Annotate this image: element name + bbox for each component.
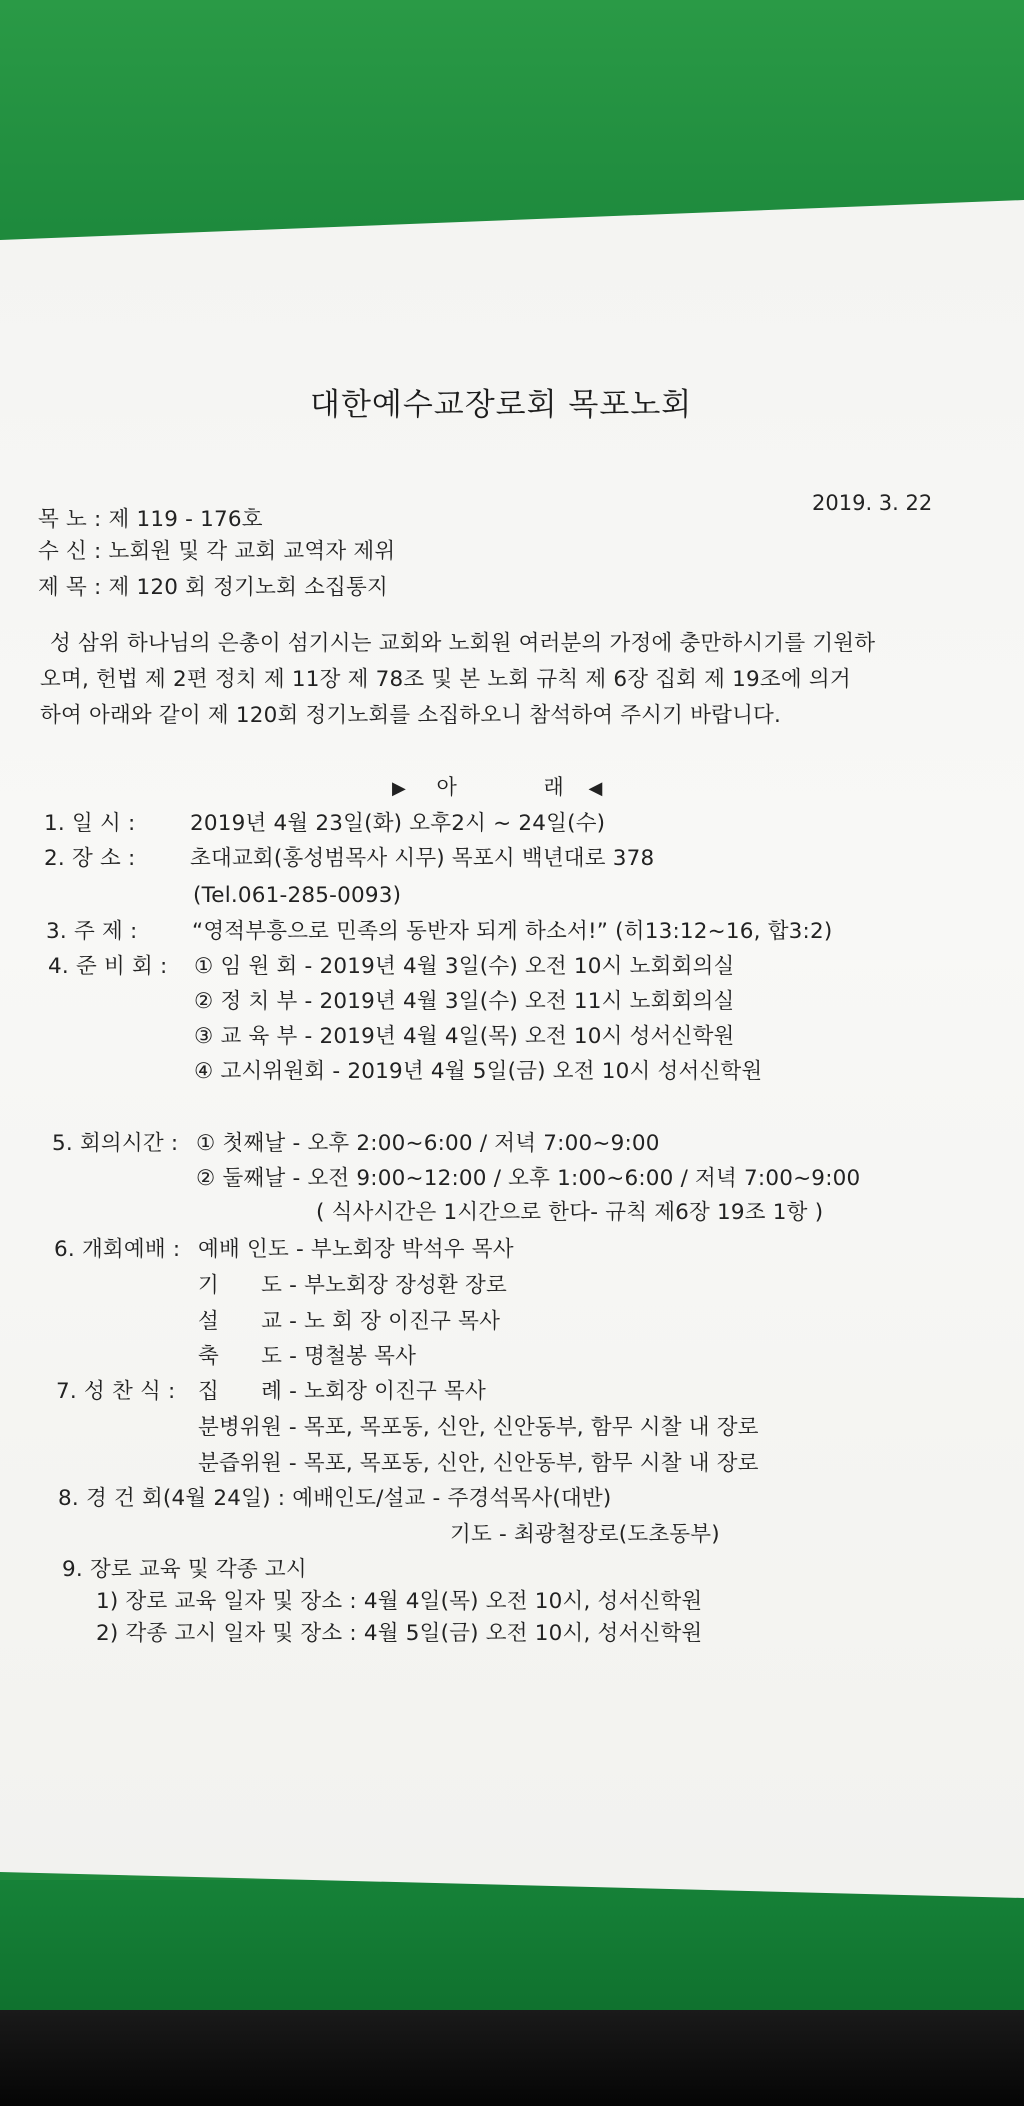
body-paragraph-line-3: 하여 아래와 같이 제 120회 정기노회를 소집하오니 참석하여 주시기 바랍니다.	[40, 703, 782, 728]
below-heading-word-1: 아	[436, 775, 458, 799]
item-3-label: 3. 주 제 :	[46, 919, 138, 944]
item-6-row: 설 교 - 노 회 장 이진구 목사	[198, 1309, 501, 1334]
document-subject: 제 목 : 제 120 회 정기노회 소집통지	[38, 575, 388, 600]
item-7-row: 분즙위원 - 목포, 목포동, 신안, 신안동부, 함무 시찰 내 장로	[198, 1451, 759, 1476]
item-5-note: ( 식사시간은 1시간으로 한다- 규칙 제6장 19조 1항 )	[316, 1200, 824, 1225]
item-6-row: 축 도 - 명철봉 목사	[198, 1344, 417, 1369]
item-4-row: ② 정 치 부 - 2019년 4월 3일(수) 오전 11시 노회회의실	[194, 989, 735, 1014]
item-4-row: ① 임 원 회 - 2019년 4월 3일(수) 오전 10시 노회회의실	[194, 954, 735, 979]
below-heading-word-2: 래	[543, 775, 565, 799]
item-8-line-2: 기도 - 최광철장로(도초동부)	[450, 1522, 720, 1547]
item-6-row: 기 도 - 부노회장 장성환 장로	[198, 1273, 507, 1298]
item-9-line-1: 9. 장로 교육 및 각종 고시	[62, 1557, 307, 1582]
document-number: 목 노 : 제 119 - 176호	[38, 507, 263, 532]
right-triangle-icon: ▶	[392, 778, 407, 799]
item-5-row: ① 첫째날 - 오후 2:00~6:00 / 저녁 7:00~9:00	[196, 1131, 660, 1156]
item-2-text: 초대교회(홍성범목사 시무) 목포시 백년대로 378	[190, 846, 655, 871]
left-triangle-icon: ◀	[588, 778, 604, 799]
document-title: 대한예수교장로회 목포노회	[310, 387, 693, 423]
item-4-row: ③ 교 육 부 - 2019년 4월 4일(목) 오전 10시 성서신학원	[194, 1024, 735, 1049]
item-3-text: “영적부흥으로 민족의 동반자 되게 하소서!” (히13:12~16, 합3:2)	[192, 919, 833, 944]
item-1-label: 1. 일 시 :	[44, 811, 136, 836]
item-5-label: 5. 회의시간 :	[52, 1131, 179, 1156]
document-recipient: 수 신 : 노회원 및 각 교회 교역자 제위	[38, 539, 396, 564]
document-date: 2019. 3. 22	[812, 491, 933, 515]
item-1-text: 2019년 4월 23일(화) 오후2시 ~ 24일(수)	[190, 811, 606, 836]
item-6-label: 6. 개회예배 :	[54, 1237, 181, 1262]
body-paragraph-line-2: 오며, 헌법 제 2편 정치 제 11장 제 78조 및 본 노회 규칙 제 6장 집회 제 19조에 의거	[40, 667, 851, 692]
item-5-row: ② 둘째날 - 오전 9:00~12:00 / 오후 1:00~6:00 / 저녁 7:00~9:00	[196, 1166, 861, 1191]
item-4-row: ④ 고시위원회 - 2019년 4월 5일(금) 오전 10시 성서신학원	[194, 1059, 763, 1084]
item-7-row: 집 례 - 노회장 이진구 목사	[198, 1379, 486, 1404]
item-9-line-3: 2) 각종 고시 일자 및 장소 : 4월 5일(금) 오전 10시, 성서신학원	[96, 1621, 703, 1646]
item-7-row: 분병위원 - 목포, 목포동, 신안, 신안동부, 함무 시찰 내 장로	[198, 1415, 759, 1440]
item-2-phone: (Tel.061-285-0093)	[193, 883, 402, 908]
below-heading	[392, 774, 603, 801]
body-paragraph-line-1: 성 삼위 하나님의 은총이 섬기시는 교회와 노회원 여러분의 가정에 충만하시기를 기원하	[50, 631, 876, 656]
item-8-line-1: 8. 경 건 회(4월 24일) : 예배인도/설교 - 주경석목사(대반)	[58, 1486, 612, 1511]
item-7-label: 7. 성 찬 식 :	[56, 1379, 176, 1404]
item-6-row: 예배 인도 - 부노회장 박석우 목사	[198, 1237, 514, 1262]
item-4-label: 4. 준 비 회 :	[48, 954, 168, 979]
item-2-label: 2. 장 소 :	[44, 846, 136, 871]
item-9-line-2: 1) 장로 교육 일자 및 장소 : 4월 4일(목) 오전 10시, 성서신학원	[96, 1589, 703, 1614]
